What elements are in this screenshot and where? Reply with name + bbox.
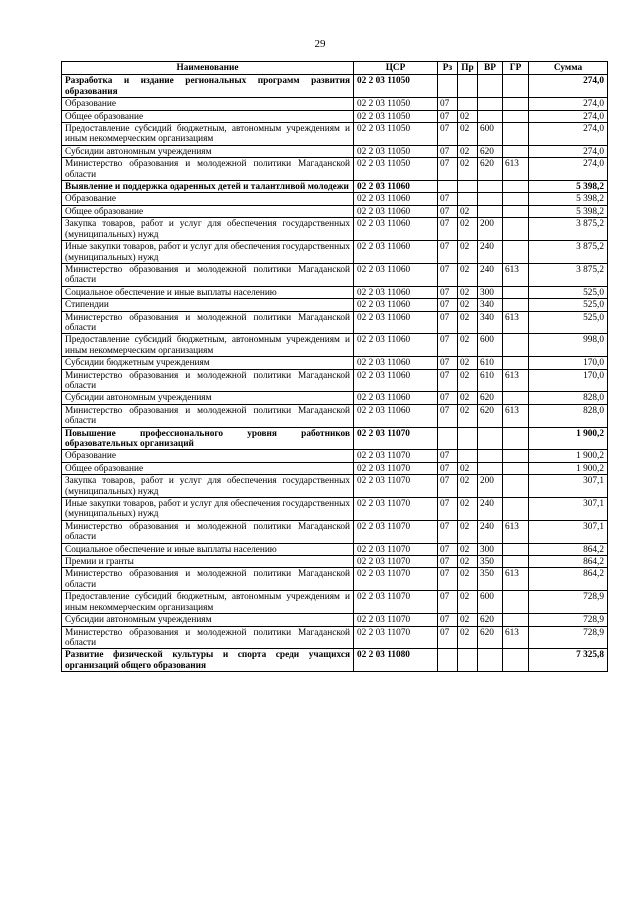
cell-code: 02 2 03 11060 xyxy=(354,357,438,369)
cell-code: 02 2 03 11070 xyxy=(354,450,438,462)
table-row xyxy=(62,145,608,157)
cell-rz: 07 xyxy=(438,404,458,427)
cell-code: 02 2 03 11060 xyxy=(354,404,438,427)
cell-code: 02 2 03 11070 xyxy=(354,626,438,649)
cell-pr: 02 xyxy=(458,205,478,217)
cell-vr xyxy=(478,110,503,122)
cell-pr: 02 xyxy=(458,392,478,404)
cell-code: 02 2 03 11070 xyxy=(354,520,438,543)
cell-gr xyxy=(503,205,529,217)
cell-rz: 07 xyxy=(438,334,458,357)
cell-sum: 3 875,2 xyxy=(529,218,608,241)
cell-rz: 07 xyxy=(438,369,458,392)
column-header-rz: Рз xyxy=(438,62,458,75)
cell-sum: 3 875,2 xyxy=(529,241,608,264)
table-row xyxy=(62,98,608,110)
cell-sum: 525,0 xyxy=(529,299,608,311)
column-header-pr: Пр xyxy=(458,62,478,75)
cell-sum: 828,0 xyxy=(529,392,608,404)
cell-pr xyxy=(458,181,478,193)
cell-vr: 620 xyxy=(478,626,503,649)
cell-code: 02 2 03 11060 xyxy=(354,181,438,193)
cell-gr xyxy=(503,181,529,193)
table-header-row xyxy=(62,62,608,75)
table-row xyxy=(62,543,608,555)
cell-gr xyxy=(503,475,529,498)
cell-name: Социальное обеспечение и иные выплаты населению xyxy=(62,543,354,555)
cell-code: 02 2 03 11060 xyxy=(354,334,438,357)
cell-rz: 07 xyxy=(438,498,458,521)
cell-gr: 613 xyxy=(503,568,529,591)
cell-sum: 1 900,2 xyxy=(529,450,608,462)
cell-name: Иные закупки товаров, работ и услуг для обеспечения государственных (муниципальных) нужд xyxy=(62,241,354,264)
cell-rz: 07 xyxy=(438,591,458,614)
cell-name: Субсидии автономным учреждениям xyxy=(62,392,354,404)
cell-gr: 613 xyxy=(503,263,529,286)
table-row xyxy=(62,193,608,205)
table-row xyxy=(62,110,608,122)
cell-gr xyxy=(503,98,529,110)
cell-vr: 600 xyxy=(478,591,503,614)
cell-sum: 307,1 xyxy=(529,520,608,543)
cell-gr xyxy=(503,123,529,146)
cell-name: Предоставление субсидий бюджетным, автономным учреждениям и иным некоммерческим организациям xyxy=(62,334,354,357)
cell-rz: 07 xyxy=(438,158,458,181)
table-row xyxy=(62,75,608,98)
cell-code: 02 2 03 11070 xyxy=(354,475,438,498)
cell-name: Министерство образования и молодежной политики Магаданской области xyxy=(62,158,354,181)
table-row xyxy=(62,591,608,614)
cell-name: Социальное обеспечение и иные выплаты населению xyxy=(62,286,354,298)
table-row xyxy=(62,181,608,193)
cell-rz xyxy=(438,649,458,672)
cell-vr: 340 xyxy=(478,299,503,311)
cell-sum: 5 398,2 xyxy=(529,205,608,217)
cell-pr xyxy=(458,75,478,98)
cell-pr xyxy=(458,450,478,462)
cell-pr xyxy=(458,427,478,450)
cell-code: 02 2 03 11060 xyxy=(354,311,438,334)
table-row xyxy=(62,556,608,568)
cell-sum: 525,0 xyxy=(529,311,608,334)
cell-gr: 613 xyxy=(503,158,529,181)
cell-pr: 02 xyxy=(458,404,478,427)
table-row xyxy=(62,462,608,474)
cell-pr: 02 xyxy=(458,498,478,521)
cell-code: 02 2 03 11070 xyxy=(354,568,438,591)
cell-pr xyxy=(458,193,478,205)
cell-pr: 02 xyxy=(458,110,478,122)
cell-pr: 02 xyxy=(458,123,478,146)
column-header-code: ЦСР xyxy=(354,62,438,75)
cell-sum: 525,0 xyxy=(529,286,608,298)
cell-name: Иные закупки товаров, работ и услуг для обеспечения государственных (муниципальных) нужд xyxy=(62,498,354,521)
cell-sum: 274,0 xyxy=(529,145,608,157)
table-row xyxy=(62,404,608,427)
cell-rz: 07 xyxy=(438,520,458,543)
cell-pr: 02 xyxy=(458,299,478,311)
table-row xyxy=(62,626,608,649)
cell-sum: 1 900,2 xyxy=(529,462,608,474)
cell-rz: 07 xyxy=(438,299,458,311)
cell-pr: 02 xyxy=(458,614,478,626)
budget-table xyxy=(61,61,608,672)
cell-vr xyxy=(478,75,503,98)
cell-vr: 600 xyxy=(478,334,503,357)
cell-sum: 828,0 xyxy=(529,404,608,427)
cell-rz: 07 xyxy=(438,193,458,205)
cell-gr xyxy=(503,241,529,264)
cell-vr: 200 xyxy=(478,218,503,241)
table-row xyxy=(62,475,608,498)
cell-code: 02 2 03 11060 xyxy=(354,205,438,217)
cell-code: 02 2 03 11070 xyxy=(354,614,438,626)
cell-gr xyxy=(503,218,529,241)
table-row xyxy=(62,299,608,311)
cell-name: Общее образование xyxy=(62,205,354,217)
cell-gr xyxy=(503,591,529,614)
cell-pr: 02 xyxy=(458,543,478,555)
cell-gr xyxy=(503,357,529,369)
cell-name: Министерство образования и молодежной политики Магаданской области xyxy=(62,568,354,591)
cell-pr: 02 xyxy=(458,145,478,157)
cell-vr: 620 xyxy=(478,614,503,626)
table-row xyxy=(62,614,608,626)
cell-code: 02 2 03 11060 xyxy=(354,392,438,404)
cell-sum: 274,0 xyxy=(529,98,608,110)
cell-sum: 1 900,2 xyxy=(529,427,608,450)
cell-name: Образование xyxy=(62,193,354,205)
table-row xyxy=(62,369,608,392)
cell-gr: 613 xyxy=(503,626,529,649)
cell-code: 02 2 03 11070 xyxy=(354,498,438,521)
cell-pr: 02 xyxy=(458,158,478,181)
cell-name: Министерство образования и молодежной политики Магаданской области xyxy=(62,369,354,392)
cell-pr: 02 xyxy=(458,218,478,241)
column-header-vr: ВР xyxy=(478,62,503,75)
column-header-sum: Сумма xyxy=(529,62,608,75)
cell-sum: 728,9 xyxy=(529,614,608,626)
table-row xyxy=(62,520,608,543)
cell-name: Закупка товаров, работ и услуг для обеспечения государственных (муниципальных) нужд xyxy=(62,475,354,498)
cell-vr: 620 xyxy=(478,145,503,157)
cell-gr xyxy=(503,75,529,98)
cell-code: 02 2 03 11050 xyxy=(354,75,438,98)
cell-name: Стипендии xyxy=(62,299,354,311)
cell-vr: 240 xyxy=(478,520,503,543)
cell-name: Развитие физической культуры и спорта среди учащихся организаций общего образования xyxy=(62,649,354,672)
cell-rz: 07 xyxy=(438,556,458,568)
cell-pr xyxy=(458,649,478,672)
cell-gr: 613 xyxy=(503,404,529,427)
cell-gr: 613 xyxy=(503,311,529,334)
cell-code: 02 2 03 11070 xyxy=(354,462,438,474)
cell-rz: 07 xyxy=(438,205,458,217)
cell-rz: 07 xyxy=(438,614,458,626)
cell-vr: 340 xyxy=(478,311,503,334)
cell-gr xyxy=(503,462,529,474)
cell-rz: 07 xyxy=(438,98,458,110)
cell-vr: 240 xyxy=(478,241,503,264)
page-number: 29 xyxy=(314,38,326,50)
cell-rz xyxy=(438,75,458,98)
cell-sum: 5 398,2 xyxy=(529,193,608,205)
cell-rz: 07 xyxy=(438,145,458,157)
cell-gr xyxy=(503,427,529,450)
cell-gr xyxy=(503,498,529,521)
column-header-gr: ГР xyxy=(503,62,529,75)
cell-name: Субсидии автономным учреждениям xyxy=(62,614,354,626)
table-row xyxy=(62,392,608,404)
cell-pr: 02 xyxy=(458,568,478,591)
cell-gr: 613 xyxy=(503,369,529,392)
cell-code: 02 2 03 11060 xyxy=(354,286,438,298)
cell-vr xyxy=(478,427,503,450)
cell-rz: 07 xyxy=(438,475,458,498)
cell-code: 02 2 03 11050 xyxy=(354,158,438,181)
cell-code: 02 2 03 11050 xyxy=(354,110,438,122)
cell-sum: 307,1 xyxy=(529,475,608,498)
cell-gr xyxy=(503,392,529,404)
cell-sum: 5 398,2 xyxy=(529,181,608,193)
cell-sum: 274,0 xyxy=(529,110,608,122)
cell-rz: 07 xyxy=(438,286,458,298)
cell-sum: 864,2 xyxy=(529,543,608,555)
cell-vr: 200 xyxy=(478,475,503,498)
table-row xyxy=(62,123,608,146)
cell-code: 02 2 03 11070 xyxy=(354,591,438,614)
cell-pr: 02 xyxy=(458,357,478,369)
cell-sum: 728,9 xyxy=(529,626,608,649)
cell-sum: 274,0 xyxy=(529,123,608,146)
cell-code: 02 2 03 11080 xyxy=(354,649,438,672)
cell-rz: 07 xyxy=(438,543,458,555)
cell-gr xyxy=(503,543,529,555)
cell-sum: 307,1 xyxy=(529,498,608,521)
cell-code: 02 2 03 11070 xyxy=(354,427,438,450)
cell-code: 02 2 03 11070 xyxy=(354,543,438,555)
cell-rz: 07 xyxy=(438,357,458,369)
cell-rz: 07 xyxy=(438,123,458,146)
cell-rz: 07 xyxy=(438,311,458,334)
cell-code: 02 2 03 11050 xyxy=(354,145,438,157)
cell-vr xyxy=(478,98,503,110)
cell-name: Образование xyxy=(62,98,354,110)
cell-gr xyxy=(503,556,529,568)
table-row xyxy=(62,158,608,181)
cell-name: Закупка товаров, работ и услуг для обеспечения государственных (муниципальных) нужд xyxy=(62,218,354,241)
cell-gr xyxy=(503,614,529,626)
cell-sum: 274,0 xyxy=(529,158,608,181)
cell-sum: 274,0 xyxy=(529,75,608,98)
cell-name: Предоставление субсидий бюджетным, автономным учреждениям и иным некоммерческим организациям xyxy=(62,591,354,614)
cell-vr xyxy=(478,450,503,462)
cell-name: Разработка и издание региональных программ развития образования xyxy=(62,75,354,98)
cell-name: Министерство образования и молодежной политики Магаданской области xyxy=(62,520,354,543)
cell-vr: 300 xyxy=(478,286,503,298)
table-row xyxy=(62,498,608,521)
cell-code: 02 2 03 11060 xyxy=(354,299,438,311)
cell-name: Министерство образования и молодежной политики Магаданской области xyxy=(62,404,354,427)
cell-gr xyxy=(503,450,529,462)
cell-pr xyxy=(458,98,478,110)
cell-rz xyxy=(438,427,458,450)
cell-rz: 07 xyxy=(438,241,458,264)
table-row xyxy=(62,286,608,298)
cell-pr: 02 xyxy=(458,556,478,568)
cell-gr xyxy=(503,299,529,311)
cell-code: 02 2 03 11060 xyxy=(354,263,438,286)
cell-name: Министерство образования и молодежной политики Магаданской области xyxy=(62,626,354,649)
cell-gr xyxy=(503,110,529,122)
cell-name: Выявление и поддержка одаренных детей и талантливой молодежи xyxy=(62,181,354,193)
cell-rz xyxy=(438,181,458,193)
cell-vr: 350 xyxy=(478,568,503,591)
table-row xyxy=(62,357,608,369)
cell-name: Повышение профессионального уровня работников образовательных организаций xyxy=(62,427,354,450)
table-row xyxy=(62,568,608,591)
table-row xyxy=(62,649,608,672)
cell-pr: 02 xyxy=(458,334,478,357)
cell-pr: 02 xyxy=(458,475,478,498)
cell-name: Министерство образования и молодежной политики Магаданской области xyxy=(62,263,354,286)
table-row xyxy=(62,334,608,357)
cell-code: 02 2 03 11050 xyxy=(354,123,438,146)
cell-name: Премии и гранты xyxy=(62,556,354,568)
cell-name: Субсидии бюджетным учреждениям xyxy=(62,357,354,369)
cell-name: Министерство образования и молодежной политики Магаданской области xyxy=(62,311,354,334)
cell-vr xyxy=(478,462,503,474)
cell-code: 02 2 03 11050 xyxy=(354,98,438,110)
cell-vr: 240 xyxy=(478,498,503,521)
cell-pr: 02 xyxy=(458,369,478,392)
cell-rz: 07 xyxy=(438,462,458,474)
cell-rz: 07 xyxy=(438,568,458,591)
cell-vr: 300 xyxy=(478,543,503,555)
cell-code: 02 2 03 11070 xyxy=(354,556,438,568)
table-row xyxy=(62,427,608,450)
cell-sum: 170,0 xyxy=(529,369,608,392)
cell-vr xyxy=(478,193,503,205)
cell-vr: 620 xyxy=(478,392,503,404)
cell-code: 02 2 03 11060 xyxy=(354,369,438,392)
table-row xyxy=(62,263,608,286)
cell-vr: 240 xyxy=(478,263,503,286)
cell-vr: 610 xyxy=(478,369,503,392)
cell-code: 02 2 03 11060 xyxy=(354,241,438,264)
cell-vr: 610 xyxy=(478,357,503,369)
cell-rz: 07 xyxy=(438,626,458,649)
cell-name: Общее образование xyxy=(62,110,354,122)
cell-sum: 728,9 xyxy=(529,591,608,614)
cell-gr xyxy=(503,193,529,205)
cell-pr: 02 xyxy=(458,263,478,286)
table-row xyxy=(62,450,608,462)
cell-sum: 170,0 xyxy=(529,357,608,369)
cell-vr: 620 xyxy=(478,404,503,427)
cell-rz: 07 xyxy=(438,218,458,241)
cell-rz: 07 xyxy=(438,110,458,122)
cell-sum: 7 325,8 xyxy=(529,649,608,672)
cell-vr: 350 xyxy=(478,556,503,568)
cell-sum: 998,0 xyxy=(529,334,608,357)
cell-pr: 02 xyxy=(458,241,478,264)
cell-gr xyxy=(503,649,529,672)
cell-code: 02 2 03 11060 xyxy=(354,218,438,241)
cell-sum: 864,2 xyxy=(529,568,608,591)
cell-pr: 02 xyxy=(458,311,478,334)
cell-sum: 3 875,2 xyxy=(529,263,608,286)
cell-gr xyxy=(503,286,529,298)
cell-vr: 600 xyxy=(478,123,503,146)
cell-rz: 07 xyxy=(438,450,458,462)
cell-pr: 02 xyxy=(458,626,478,649)
table-row xyxy=(62,241,608,264)
cell-name: Предоставление субсидий бюджетным, автономным учреждениям и иным некоммерческим организациям xyxy=(62,123,354,146)
table-row xyxy=(62,311,608,334)
table-row xyxy=(62,218,608,241)
cell-pr: 02 xyxy=(458,520,478,543)
cell-name: Субсидии автономным учреждениям xyxy=(62,145,354,157)
cell-gr xyxy=(503,334,529,357)
cell-pr: 02 xyxy=(458,286,478,298)
cell-pr: 02 xyxy=(458,591,478,614)
cell-code: 02 2 03 11060 xyxy=(354,193,438,205)
table-row xyxy=(62,205,608,217)
cell-vr xyxy=(478,649,503,672)
cell-vr xyxy=(478,181,503,193)
column-header-name: Наименование xyxy=(62,62,354,75)
cell-gr xyxy=(503,145,529,157)
cell-vr: 620 xyxy=(478,158,503,181)
cell-name: Общее образование xyxy=(62,462,354,474)
cell-name: Образование xyxy=(62,450,354,462)
cell-gr: 613 xyxy=(503,520,529,543)
cell-sum: 864,2 xyxy=(529,556,608,568)
cell-pr: 02 xyxy=(458,462,478,474)
table-body xyxy=(62,75,608,672)
cell-rz: 07 xyxy=(438,263,458,286)
cell-vr xyxy=(478,205,503,217)
cell-rz: 07 xyxy=(438,392,458,404)
